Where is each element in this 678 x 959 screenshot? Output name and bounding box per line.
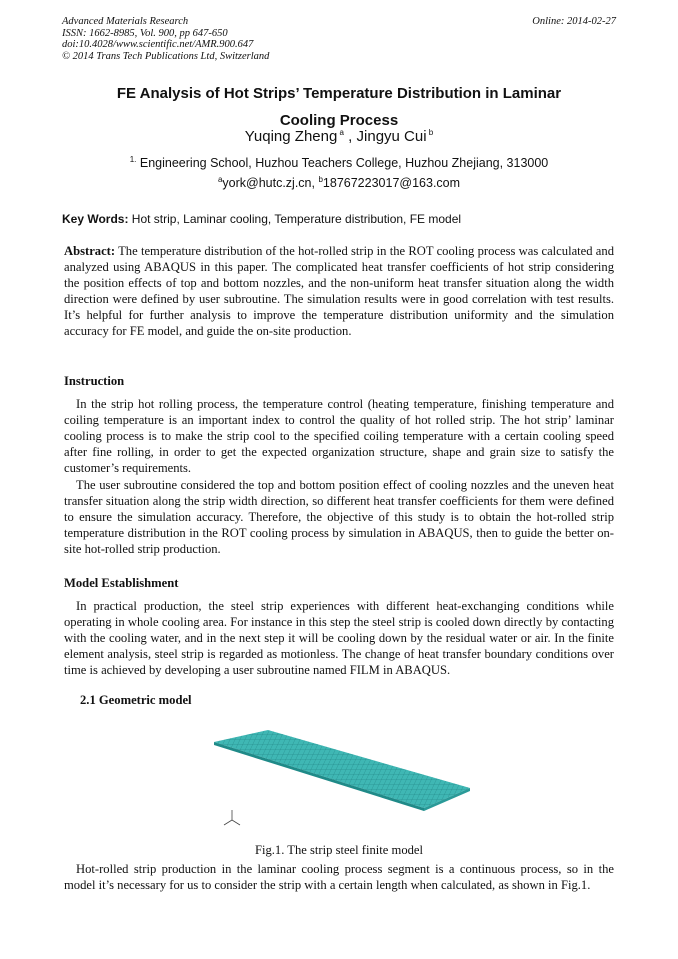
author-separator: ,	[344, 128, 357, 145]
keywords-text: Hot strip, Laminar cooling, Temperature distribution, FE model	[128, 212, 462, 226]
section-heading-instruction: Instruction	[64, 374, 125, 388]
title-line-1: FE Analysis of Hot Strips’ Temperature Distribution in Laminar	[116, 85, 562, 102]
abstract-text: The temperature distribution of the hot-rolled strip in the ROT cooling process was calculated and analyzed using ABAQUS in this paper. The complicated heat transfer coefficients of hot strip considering the position effects of top and bottom nozzles, and the non-uniform heat transfer situation along the width direction were defined by user subroutine. The simulation results were in good correlation with test results. It’s helpful for further analysis to improve the temperature distribution uniformity and the simulation accuracy for FE model, and guide the on-site production.	[64, 244, 614, 339]
author-superscript: a	[339, 128, 344, 137]
issn-line: ISSN: 1662-8985, Vol. 900, pp 647-650	[62, 27, 228, 39]
affiliation	[62, 156, 616, 170]
author-name: Yuqing Zheng	[244, 128, 338, 145]
author-superscript: b	[428, 128, 434, 137]
email-address: york@hutc.zj.cn,	[222, 176, 319, 190]
strip-mesh-figure	[212, 724, 474, 834]
model-paragraph-2: Hot-rolled strip production in the laminar cooling process segment is a continuous process, so in the model it’s necessary for us to consider the strip with a certain length when calculated, as shown in Fig.1.	[64, 862, 614, 893]
doi-line: doi:10.4028/www.scientific.net/AMR.900.647	[62, 39, 254, 50]
instruction-paragraph-1: In the strip hot rolling process, the temperature control (heating temperature, finishing temperature and coiling temperature is an important index to control the quality of hot rolled strip. The hot strip’ laminar cooling process is to make the strip cool to the specified coiling temperature with a certain cooling speed after fine rolling, in order to get the expected organization structure, shape and grain size to satisfy the customer’s requirements.	[64, 397, 614, 476]
email-line	[62, 176, 616, 190]
model-paragraph-1: In practical production, the steel strip experiences with different heat-exchanging conditions while operating in whole cooling area. For instance in this step the steel strip is cooled down directly by contacting with the cooling water, and in the next step it will be cooling down by the residual water or air. In the finite element analysis, steel strip is regarded as motionless. The change of heat transfer boundary conditions over time is achieved by developing a user subroutine named FILM in ABAQUS.	[64, 599, 614, 678]
author-name: Jingyu Cui	[356, 128, 427, 145]
email-superscript: a	[217, 174, 223, 184]
title-line-2: Cooling Process	[279, 112, 399, 129]
online-date: Online: 2014-02-27	[532, 16, 616, 27]
keywords-label: Key Words:	[62, 212, 129, 226]
abstract-label: Abstract:	[64, 244, 116, 258]
instruction-paragraph-2: The user subroutine considered the top and bottom position effect of cooling nozzles and the uneven heat transfer situation along the strip width direction, so different heat transfer coefficients for them were defined to ensure the simulation accuracy. Therefore, the objective of this study is to obtain the hot-rolled strip temperature distribution in the ROT cooling process by simulation in ABAQUS, then to guide the better on-site hot-rolled strip production.	[64, 478, 614, 557]
author-list	[62, 128, 616, 145]
keywords	[62, 212, 616, 226]
abstract	[64, 243, 614, 340]
axis-triad-icon	[224, 810, 240, 825]
journal-header	[62, 16, 269, 62]
subsection-heading: 2.1 Geometric model	[80, 693, 192, 707]
email-superscript: b	[318, 174, 323, 184]
email-address: 18767223017@163.com	[322, 176, 461, 190]
journal-name: Advanced Materials Research	[62, 16, 189, 27]
affiliation-text: Engineering School, Huzhou Teachers College, Huzhou Zhejiang, 313000	[139, 156, 549, 170]
paper-title	[62, 80, 616, 134]
affiliation-superscript: 1.	[129, 154, 137, 164]
copyright-line: © 2014 Trans Tech Publications Ltd, Switzerland	[62, 50, 270, 62]
strip-mesh-image	[212, 724, 474, 834]
figure-caption: Fig.1. The strip steel finite model	[254, 843, 423, 857]
section-heading-model: Model Establishment	[64, 576, 179, 590]
